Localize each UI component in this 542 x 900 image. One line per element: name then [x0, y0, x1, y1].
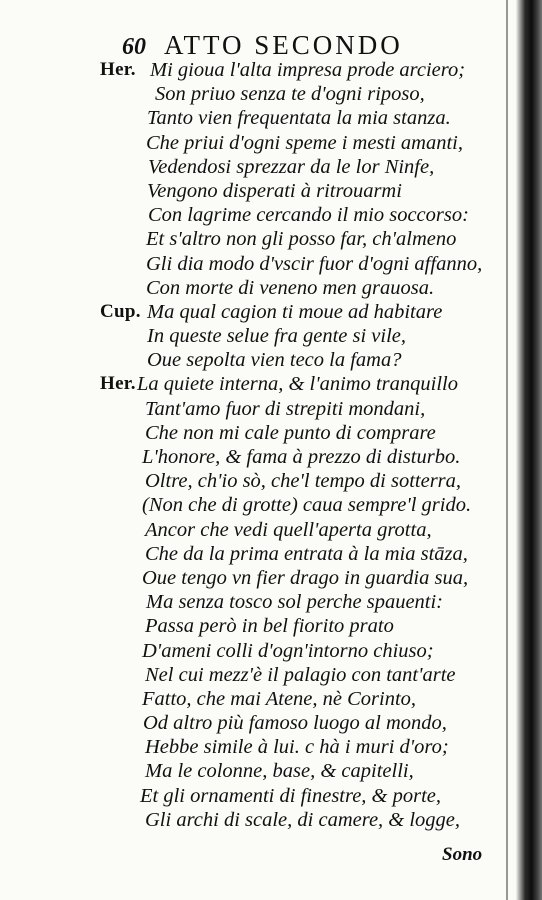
verse-text: Gli archi di scale, di camere, & logge,: [145, 808, 461, 831]
verse-text: D'ameni colli d'ogn'intorno chiuso;: [142, 639, 434, 662]
verse-line: [100, 82, 510, 106]
verse-text: Oue sepolta vien teco la fama?: [147, 349, 402, 372]
verse-text: Gli dia modo d'vscir fuor d'ogni affanno,: [146, 252, 483, 275]
verse-text: Passa però in bel fiorito prato: [145, 615, 394, 638]
verse-text: L'honore, & fama à prezzo di disturbo.: [142, 446, 461, 468]
verse-text: Hebbe simile à lui. c hà i muri d'oro;: [145, 736, 449, 759]
verse-text: Et s'altro non gli posso far, ch'almeno: [146, 228, 457, 251]
verse-line: [100, 687, 510, 711]
verse-text: Nel cui mezz'è il palagio con tant'arte: [145, 663, 456, 686]
verse-text: Fatto, che mai Atene, nè Corinto,: [142, 687, 417, 710]
verse-line: [100, 639, 510, 663]
verse-text: Vengono disperati à ritrouarmi: [147, 179, 402, 202]
verse-line: [100, 493, 510, 517]
verse-text: Ancor che vedi quell'aperta grotta,: [145, 518, 432, 541]
verse-line: [100, 227, 510, 251]
verse-block: [100, 58, 510, 832]
verse-text: Ma qual cagion ti moue ad habitare: [147, 300, 443, 323]
verse-line: [100, 276, 510, 300]
verse-line: [100, 300, 510, 324]
verse-text: Che priui d'ogni speme i mesti amanti,: [146, 131, 463, 154]
verse-text: Vedendosi sprezzar da le lor Ninfe,: [148, 155, 435, 178]
verse-text: Oltre, ch'io sò, che'l tempo di sotterra,: [145, 470, 462, 493]
verse-line: [100, 808, 510, 832]
verse-line: [100, 372, 510, 396]
verse-line: [100, 397, 510, 421]
verse-text: Tant'amo fuor di strepiti mondani,: [145, 397, 426, 420]
catchword: Sono: [442, 844, 483, 865]
speaker-label: Her.: [100, 59, 136, 80]
verse-line: [100, 518, 510, 542]
running-head: ATTO SECONDO: [164, 30, 403, 60]
verse-line: [100, 759, 510, 783]
verse-line: [100, 735, 510, 759]
verse-line: [100, 469, 510, 493]
verse-text: Od altro più famoso luogo al mondo,: [143, 712, 447, 735]
verse-text: Ma senza tosco sol perche spauenti:: [146, 591, 444, 614]
verse-text: La quiete interna, & l'animo tranquillo: [137, 373, 458, 396]
book-binding-edge: [516, 0, 542, 900]
verse-text: Tanto vien frequentata la mia stanza.: [147, 107, 451, 130]
verse-line: [100, 711, 510, 735]
verse-text: Che da la prima entrata à la mia stāza,: [145, 542, 468, 565]
verse-text: Con lagrime cercando il mio soccorso:: [148, 204, 469, 227]
verse-line: [100, 324, 510, 348]
verse-text: Che non mi cale punto di comprare: [145, 421, 436, 444]
verse-line: [100, 155, 510, 179]
verse-line: [100, 421, 510, 445]
verse-line: [100, 614, 510, 638]
verse-text: (Non che di grotte) caua sempre'l grido.: [142, 494, 472, 517]
verse-text: Oue tengo vn fier drago in guardia sua,: [142, 566, 469, 589]
verse-text: Et gli ornamenti di finestre, & porte,: [140, 784, 442, 807]
page-number: 60: [122, 34, 146, 60]
verse-text: In queste selue fra gente si vile,: [147, 325, 407, 348]
verse-line: [100, 106, 510, 130]
verse-line: [100, 203, 510, 227]
verse-line: [100, 566, 510, 590]
verse-text: Con morte di veneno men grauosa.: [146, 276, 435, 299]
speaker-label: Her.: [100, 373, 136, 395]
verse-line: [100, 348, 510, 372]
speaker-label: Cup.: [100, 300, 141, 322]
verse-text: Ma le colonne, base, & capitelli,: [145, 760, 414, 783]
verse-line: [100, 784, 510, 808]
verse-line: [100, 179, 510, 203]
verse-line: [100, 252, 510, 276]
verse-line: [100, 590, 510, 614]
verse-line: [100, 663, 510, 687]
verse-line: [100, 445, 510, 469]
verse-text: Son priuo senza te d'ogni riposo,: [155, 83, 425, 106]
verse-line: [100, 542, 510, 566]
verse-line: [100, 58, 510, 82]
verse-text: Mi gioua l'alta impresa prode arciero;: [150, 59, 466, 81]
verse-line: [100, 131, 510, 155]
